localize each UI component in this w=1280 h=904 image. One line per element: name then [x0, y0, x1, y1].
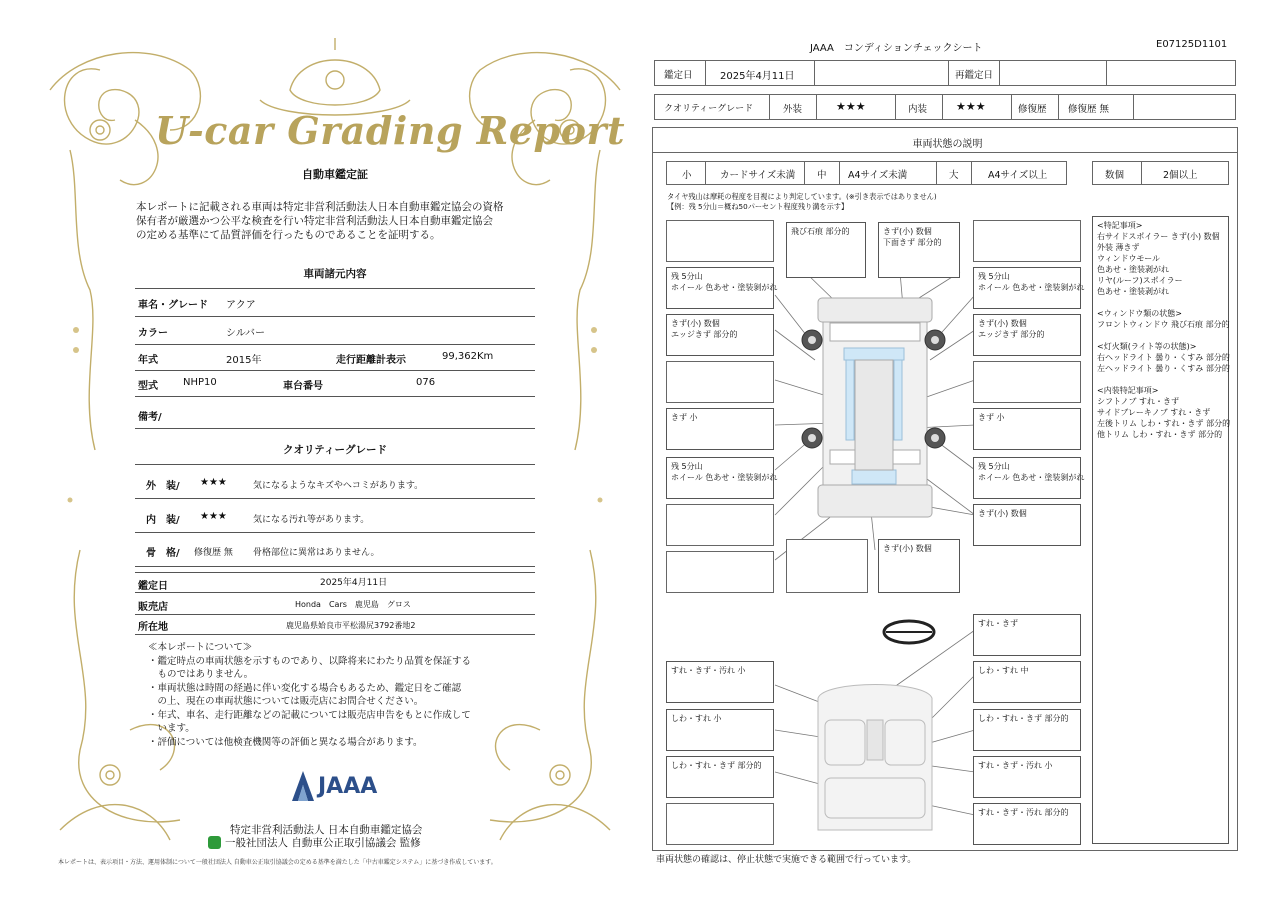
mileage-label: 走行距離計表示 [336, 355, 406, 366]
year-label: 年式 [138, 355, 158, 366]
exterior-desc: 気になるようなキズやヘコミがあります。 [253, 481, 424, 491]
remarks-label: 備考/ [138, 412, 162, 423]
box-front-bumper: きず(小) 数個 下面きず 部分的 [878, 222, 960, 278]
box-front-right-top [973, 220, 1081, 262]
box-left-rear-door: きず 小 [666, 408, 774, 450]
date-value: 2025年4月11日 [320, 578, 388, 588]
box-int-left-4 [666, 803, 774, 845]
sheet-title: JAAA コンディションチェックシート [810, 43, 983, 54]
car-name: アクア [226, 300, 256, 311]
color-label: カラー [138, 328, 168, 339]
count-label: 数個 [1105, 170, 1125, 181]
size-small-desc: カードサイズ未満 [720, 170, 796, 181]
box-int-right-1: しわ・すれ 中 [973, 661, 1081, 703]
org-line-2: 一般社団法人 自動車公正取引協議会 監修 [225, 837, 421, 849]
report-banner: U-car Grading Report [155, 108, 626, 153]
exterior-label: 外 装/ [146, 481, 180, 492]
quality-heading: クオリティーグレード [283, 444, 387, 456]
reappraisal-label: 再鑑定日 [955, 70, 994, 81]
box-right-quarter: きず(小) 数個 [973, 504, 1081, 546]
report-subtitle: 自動車鑑定証 [302, 168, 368, 181]
box-rear-bumper: きず(小) 数個 [878, 539, 960, 593]
box-int-right-3: すれ・きず・汚れ 小 [973, 756, 1081, 798]
grade-label: クオリティーグレード [664, 104, 754, 114]
int-label: 内装 [908, 104, 928, 115]
about-notes: ≪本レポートについて≫ ・鑑定時点の車両状態を示すものであり、以降将来にわたり品質を保証する ものではありません。 ・車両状態は時間の経過に伴い変化する場合もあるため、鑑定日をご確認 の上、現在の車両状態については販売店にお問合せください。 ・年式、車名、走行距離などの記載については販売店申告をもとに作成して います。 ・評価については他検査機関等の評価と異なる場合があります。 [148, 642, 472, 748]
frame-desc: 骨格部位に異常はありません。 [253, 548, 380, 558]
box-int-left-1: すれ・きず・汚れ 小 [666, 661, 774, 703]
box-rear-center-left [786, 539, 868, 593]
footer-small: 本レポートは、表示項目・方法、運用体制について一般社団法人 自動車公正取引協議会の定める基準を満たした「中古車鑑定システム」に基づき作成しています。 [58, 859, 497, 866]
box-left-front-door [666, 361, 774, 403]
certification-text: 本レポートに記載される車両は特定非営利活動法人日本自動車鑑定協会の資格 保有者が厳選かつ公平な検査を行い特定非営利活動法人日本自動車鑑定協会 の定める基準にて品質評価を行ったものであることを証明する。 [136, 201, 504, 241]
chassis-value: 076 [416, 377, 436, 388]
org-line-1: 特定非営利活動法人 日本自動車鑑定協会 [230, 824, 423, 836]
box-right-fender: きず(小) 数個 エッジきず 部分的 [973, 314, 1081, 356]
box-left-quarter [666, 504, 774, 546]
box-left-front-tire: 残 5分山 ホイール 色あせ・塗装剝がれ [666, 267, 774, 309]
box-windshield: 飛び石痕 部分的 [786, 222, 866, 278]
size-large-desc: A4サイズ以上 [988, 170, 1048, 181]
repair-value: 修復歴 無 [1068, 104, 1110, 115]
tire-note-2: 【例：残 5分山＝概ね50パーセント程度残り溝を示す】 [667, 202, 849, 211]
steering-wheel-icon [884, 621, 934, 643]
box-int-right-2: しわ・すれ・きず 部分的 [973, 709, 1081, 751]
dealer-value: Honda Cars 鹿児島 グロス [295, 600, 411, 609]
interior-desc: 気になる汚れ等があります。 [253, 515, 370, 525]
model-label: 型式 [138, 381, 158, 392]
box-right-rear-door: きず 小 [973, 408, 1081, 450]
box-left-fender: きず(小) 数個 エッジきず 部分的 [666, 314, 774, 356]
size-mid: 中 [817, 170, 827, 181]
count-desc: 2個以上 [1163, 170, 1198, 181]
mileage-value: 99,362Km [442, 351, 494, 362]
document-id: E07125D1101 [1156, 39, 1228, 50]
sheet-footer: 車両状態の確認は、停止状態で実施できる範囲で行っています。 [656, 855, 917, 865]
spec-heading: 車両諸元内容 [303, 268, 367, 280]
box-int-left-2: しわ・すれ 小 [666, 709, 774, 751]
box-rear-left-low [666, 551, 774, 593]
size-large: 大 [949, 170, 959, 181]
box-right-rear-tire: 残 5分山 ホイール 色あせ・塗装剝がれ [973, 457, 1081, 499]
ext-label: 外装 [783, 104, 803, 115]
box-int-right-4: すれ・きず・汚れ 部分的 [973, 803, 1081, 845]
condition-check-sheet [650, 30, 1245, 875]
int-stars: ★★★ [956, 100, 986, 113]
car-interior-outline [818, 685, 932, 831]
box-right-front-tire: 残 5分山 ホイール 色あせ・塗装剝がれ [973, 267, 1081, 309]
ext-stars: ★★★ [836, 100, 866, 113]
repair-label: 修復歴 [1018, 104, 1047, 115]
dealer-label: 販売店 [138, 602, 168, 613]
chassis-label: 車台番号 [283, 381, 323, 392]
exterior-stars: ★★★ [200, 477, 227, 488]
interior-stars: ★★★ [200, 511, 227, 522]
size-small: 小 [682, 170, 692, 181]
interior-label: 内 装/ [146, 515, 180, 526]
size-mid-desc: A4サイズ未満 [848, 170, 908, 181]
model-value: NHP10 [183, 377, 217, 388]
date-label: 鑑定日 [664, 70, 693, 81]
car-name-label: 車名・グレード [138, 300, 208, 311]
year-value: 2015年 [226, 355, 262, 366]
fair-trade-icon [208, 836, 221, 849]
box-right-front-door [973, 361, 1081, 403]
date-label: 鑑定日 [138, 581, 168, 592]
address-label: 所在地 [138, 622, 168, 633]
frame-label: 骨 格/ [146, 548, 180, 559]
box-left-rear-tire: 残 5分山 ホイール 色あせ・塗装剝がれ [666, 457, 774, 499]
jaaa-logo-text: JAAA [318, 774, 378, 799]
color-value: シルバー [226, 328, 266, 339]
date-value: 2025年4月11日 [720, 71, 795, 82]
special-notes-panel: <特記事項> 右サイドスポイラー きず(小) 数個 外装 薄きず ウィンドウモール 色あせ・塗装剥がれ リヤ(ルーフ)スポイラー 色あせ・塗装剥がれ <ウィンドウ類の状態> フロントウィンドウ 飛び石痕 部分的 <灯火類(ライト等の状態)> 右ヘッドライト 曇り・くすみ 部分的 左ヘッドライト 曇り・くすみ 部分的 <内装特記事項> シフトノブ すれ・きず サイドブレーキノブ すれ・きず 左後トリム しわ・すれ・きず 部分的 他トリム しわ・すれ・きず 部分的 [1092, 216, 1229, 844]
address-value: 鹿児島県姶良市平松湯尻3792番地2 [286, 621, 416, 630]
frame-status: 修復歴 無 [194, 548, 233, 558]
box-int-left-3: しわ・すれ・きず 部分的 [666, 756, 774, 798]
box-front-left-top [666, 220, 774, 262]
grading-report-page [40, 30, 630, 875]
jaaa-logo-icon [292, 771, 314, 801]
tire-note-1: タイヤ残山は摩耗の程度を目視により判定しています。(※引き表示ではありません) [667, 192, 937, 201]
box-dashboard: すれ・きず [973, 614, 1081, 656]
section-title: 車両状態の説明 [912, 139, 983, 150]
